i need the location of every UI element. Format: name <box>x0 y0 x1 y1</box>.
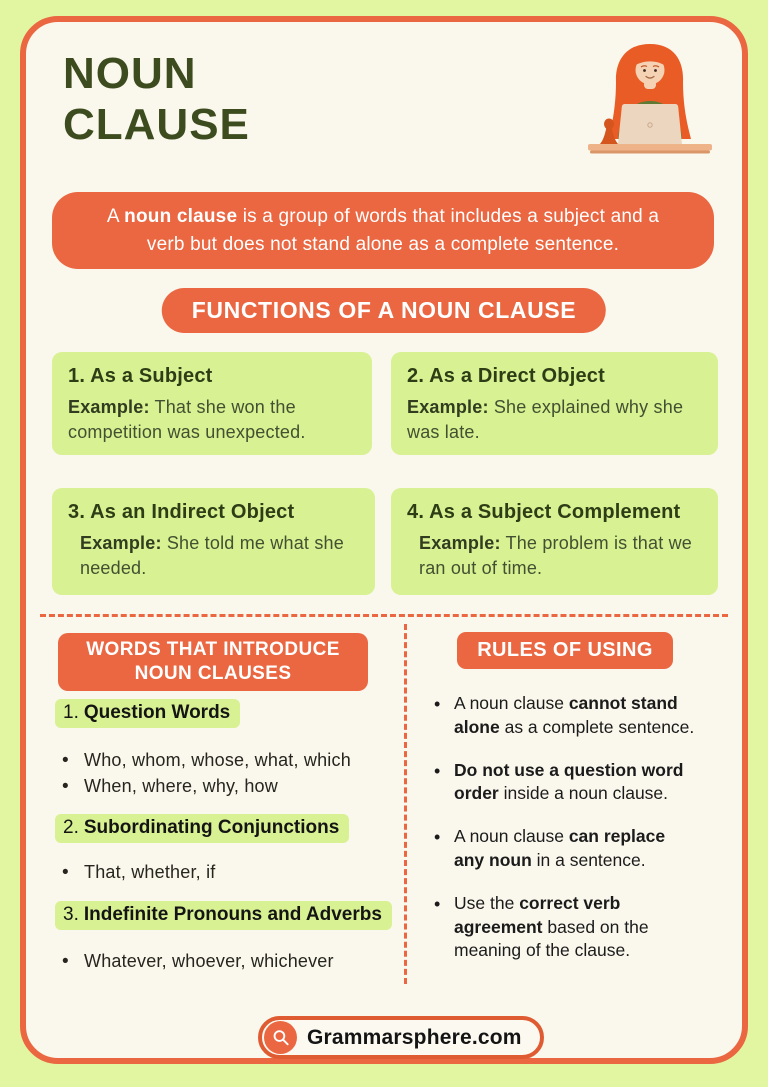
words-group-3-bullets <box>60 949 334 975</box>
function-title: 1. As a Subject <box>68 365 213 387</box>
rule-item: • A noun clause cannot stand alone as a complete sentence. <box>430 692 700 740</box>
title-line-2: CLAUSE <box>63 100 250 150</box>
group-number: 3. <box>63 904 79 925</box>
highlight <box>55 901 392 930</box>
title-line-1: NOUN <box>63 49 197 98</box>
rule-item: • Do not use a question word order inside a noun clause. <box>430 759 700 807</box>
bullet-item: • That, whether, if <box>60 860 215 886</box>
definition-text: A noun clause is a group of words that includes a subject and a verb but does not stand alone as a complete sentence. <box>106 205 660 255</box>
function-box-subject <box>52 352 372 455</box>
group-number: 2. <box>63 817 79 838</box>
function-box-subject-complement <box>391 488 718 595</box>
group-title: Subordinating Conjunctions <box>83 817 340 838</box>
bullet-item: • Who, whom, whose, what, which <box>60 748 351 774</box>
column-divider <box>404 624 407 984</box>
section-divider <box>40 614 728 617</box>
group-title: Question Words <box>83 702 231 723</box>
group-title: Indefinite Pronouns and Adverbs <box>83 904 382 925</box>
woman-at-laptop-illustration <box>578 40 723 165</box>
magnifier-icon <box>264 1021 297 1054</box>
function-example <box>407 531 704 581</box>
example-text: She explained why she was late. <box>407 397 684 442</box>
footer-site-text: Grammarsphere.com <box>307 1025 522 1049</box>
example-label: Example: <box>68 397 150 417</box>
group-number: 1. <box>63 702 79 723</box>
function-title: 4. As a Subject Complement <box>407 501 681 523</box>
rule-item: • A noun clause can replace any noun in a sentence. <box>430 825 700 873</box>
rules-header: RULES OF USING <box>457 632 673 669</box>
example-text: She told me what she needed. <box>80 533 344 578</box>
words-group-1-bullets <box>60 748 351 799</box>
example-text: The problem is that we ran out of time. <box>419 533 692 578</box>
words-group-1-heading <box>55 699 240 728</box>
rule-item: • Use the correct verb agreement based on the meaning of the clause. <box>430 892 700 963</box>
page-title <box>63 48 250 151</box>
words-group-3-heading <box>55 901 392 930</box>
function-example <box>407 395 704 445</box>
function-box-direct-object <box>391 352 718 455</box>
words-group-2-heading <box>55 814 349 843</box>
words-intro-header <box>58 633 368 691</box>
words-header-line-1: WORDS THAT INTRODUCE <box>86 639 340 660</box>
example-label: Example: <box>80 533 162 553</box>
function-example <box>68 531 361 581</box>
rules-list <box>430 692 700 982</box>
words-group-2-bullets <box>60 860 215 886</box>
function-title: 3. As an Indirect Object <box>68 501 295 523</box>
example-label: Example: <box>407 397 489 417</box>
function-title: 2. As a Direct Object <box>407 365 605 387</box>
highlight <box>55 699 240 728</box>
function-example <box>68 395 358 445</box>
example-label: Example: <box>419 533 501 553</box>
definition-banner <box>52 192 714 269</box>
functions-header-pill: FUNCTIONS OF A NOUN CLAUSE <box>162 288 606 333</box>
bullet-item: • Whatever, whoever, whichever <box>60 949 334 975</box>
function-box-indirect-object <box>52 488 375 595</box>
footer-badge[interactable] <box>258 1016 544 1059</box>
highlight <box>55 814 349 843</box>
words-header-line-2: NOUN CLAUSES <box>134 662 292 684</box>
example-text: That she won the competition was unexpected. <box>68 397 306 442</box>
bullet-item: • When, where, why, how <box>60 774 351 800</box>
